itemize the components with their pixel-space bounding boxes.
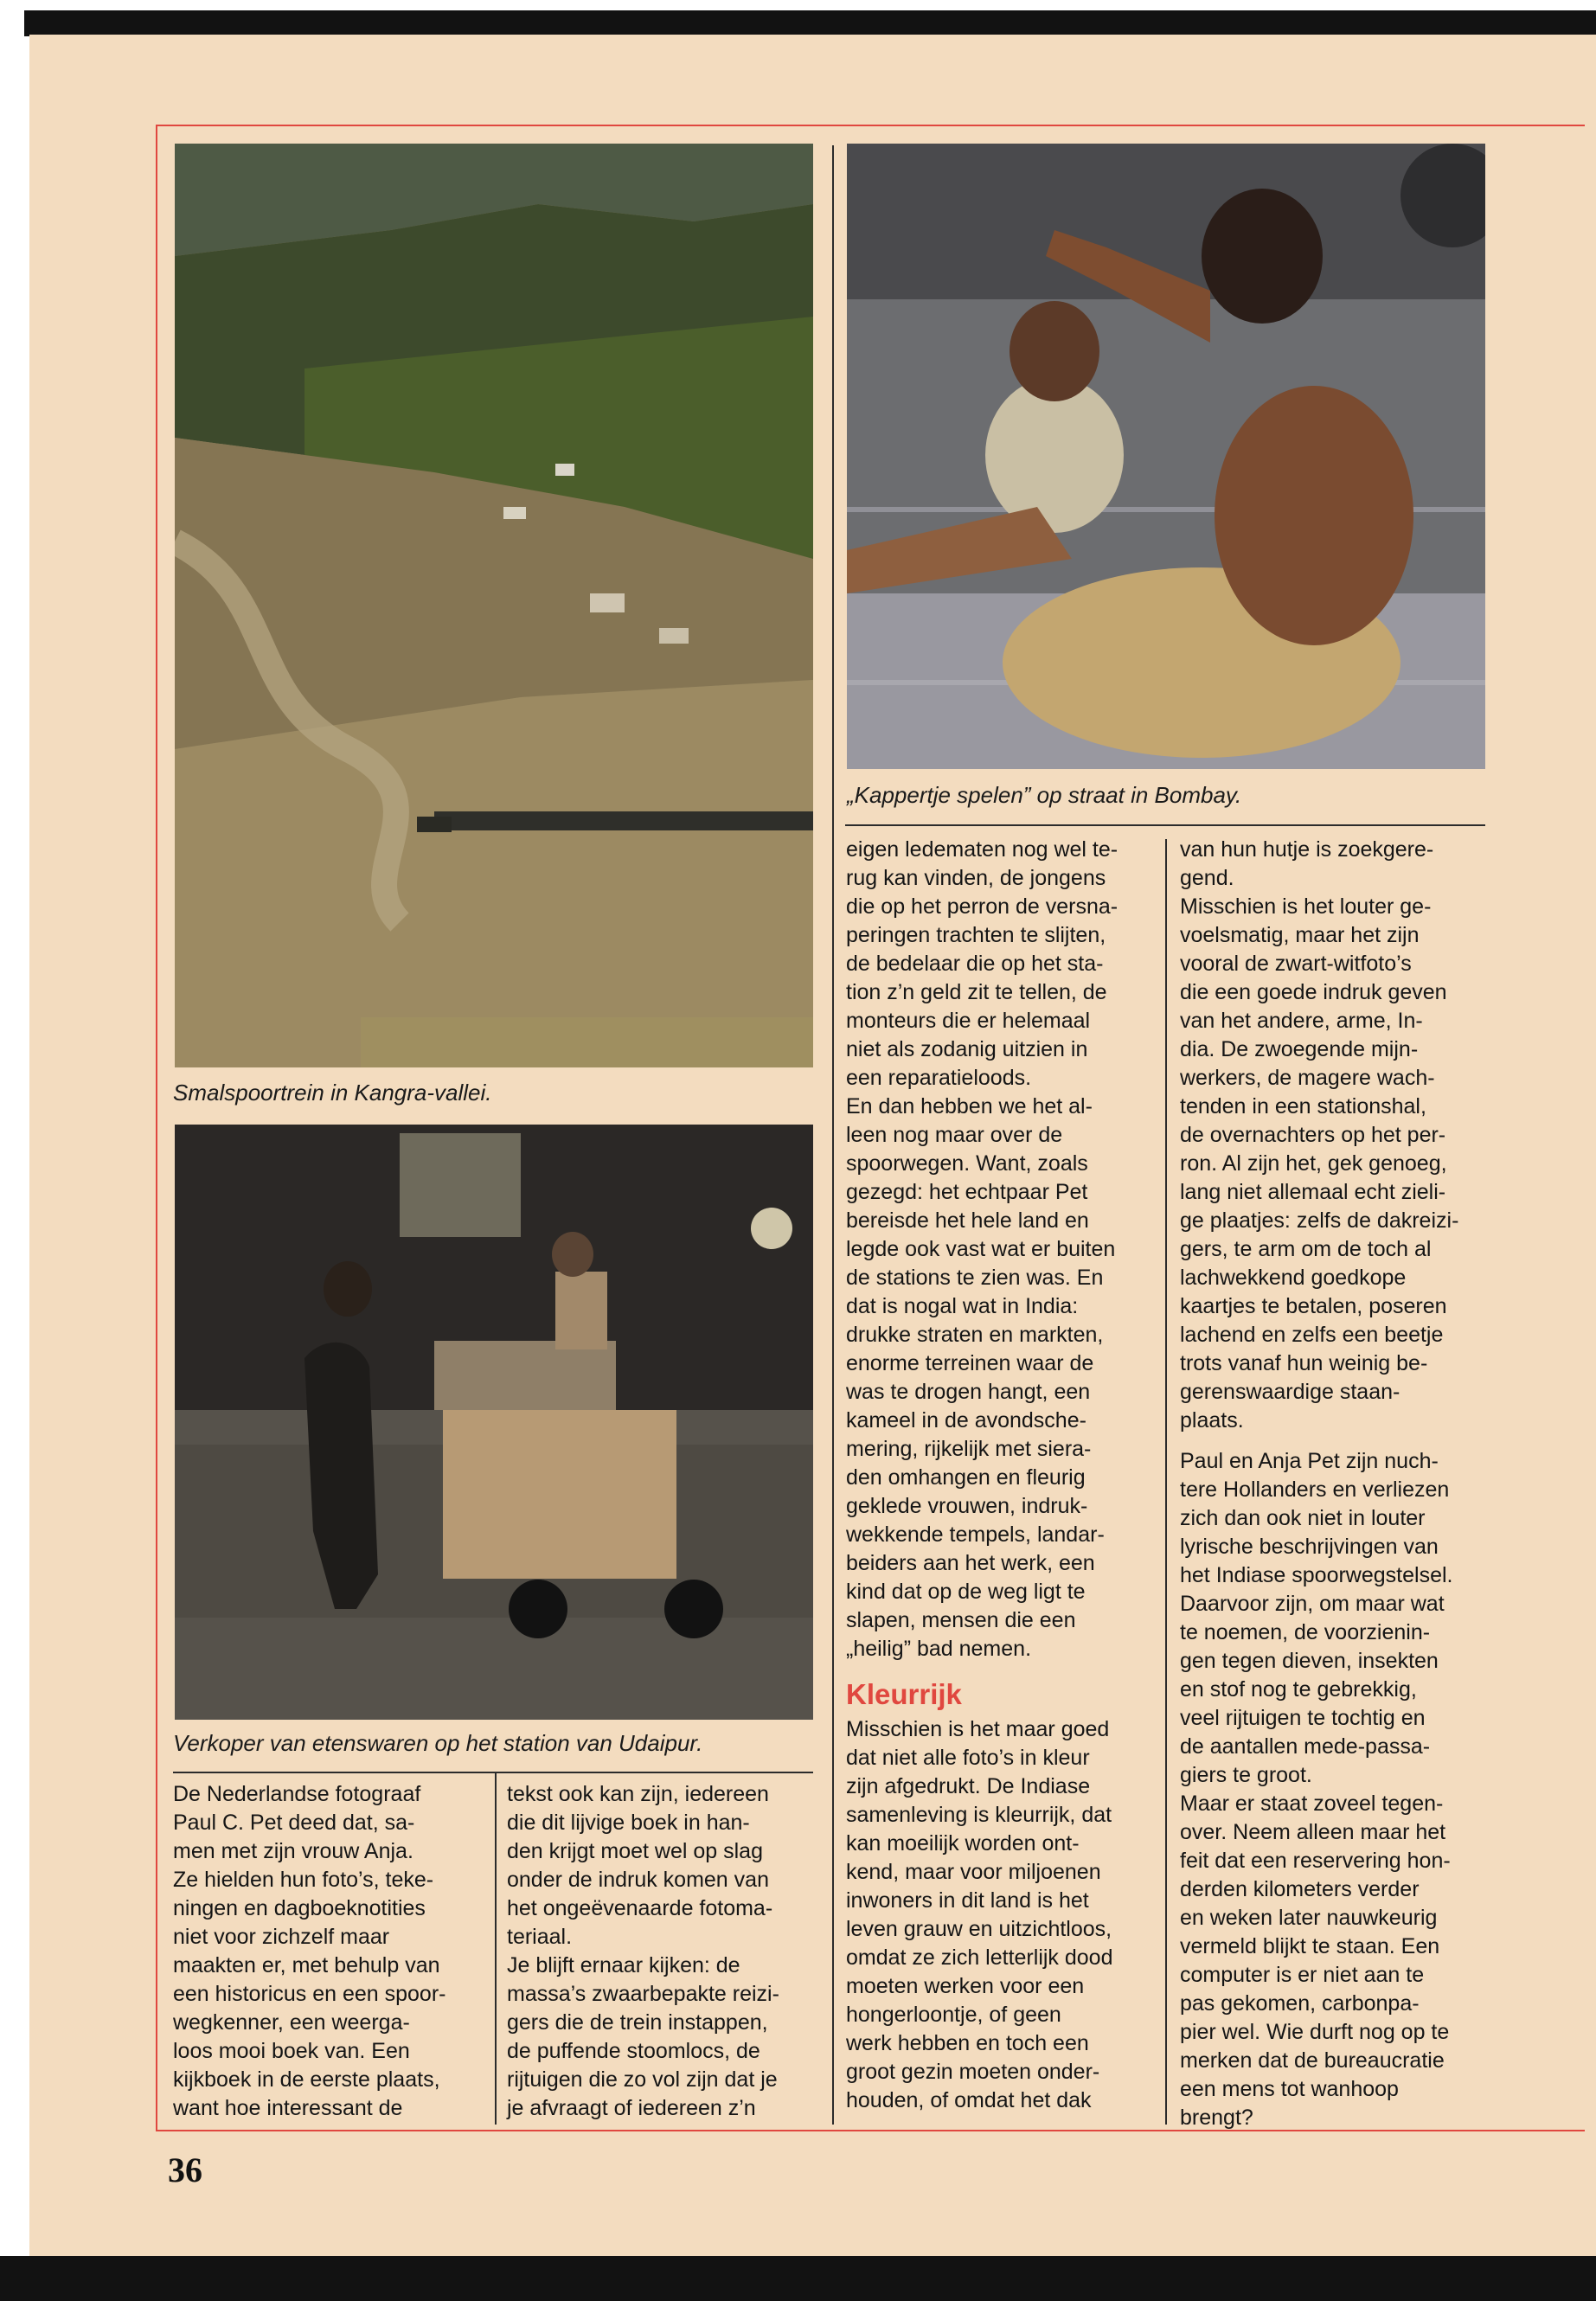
text-column-2 xyxy=(507,1780,827,2123)
frame-rule-top xyxy=(156,125,1585,126)
column-separator xyxy=(495,1773,497,2125)
text-line: plaats. xyxy=(1180,1408,1244,1433)
text-line: kend, maar voor miljoenen xyxy=(846,1860,1101,1884)
photo-kangra-valley xyxy=(175,144,813,1067)
text-line: Paul C. Pet deed dat, sa- xyxy=(173,1811,415,1835)
text-line: giers te groot. xyxy=(1180,1763,1312,1787)
text-line: Ze hielden hun foto’s, teke- xyxy=(173,1868,434,1892)
text-line: loos mooi boek van. Een xyxy=(173,2039,410,2063)
text-line: Maar er staat zoveel tegen- xyxy=(1180,1791,1444,1816)
text-line: gers die de trein instappen, xyxy=(507,2010,768,2035)
text-line: het ongeëvenaarde fotoma- xyxy=(507,1896,773,1920)
text-line: kameel in de avondsche- xyxy=(846,1408,1086,1433)
kids-illustration xyxy=(847,144,1485,769)
text-line: die een goede indruk geven xyxy=(1180,980,1447,1004)
column-separator xyxy=(1165,839,1167,2125)
text-line: gers, te arm om de toch al xyxy=(1180,1237,1432,1261)
text-line: gen tegen dieven, insekten xyxy=(1180,1649,1439,1673)
text-line: leen nog maar over de xyxy=(846,1123,1063,1147)
text-line: tion z’n geld zit te tellen, de xyxy=(846,980,1107,1004)
text-line: ningen en dagboeknotities xyxy=(173,1896,426,1920)
text-line: houden, of omdat het dak xyxy=(846,2088,1092,2112)
text-line: niet als zodanig uitzien in xyxy=(846,1037,1088,1061)
text-line: werkers, de magere wach- xyxy=(1180,1066,1435,1090)
column-separator xyxy=(832,145,834,2125)
text-line: Je blijft ernaar kijken: de xyxy=(507,1953,740,1977)
text-line: pier wel. Wie durft nog op te xyxy=(1180,2020,1450,2044)
text-line: niet voor zichzelf maar xyxy=(173,1925,390,1949)
text-line: kijkboek in de eerste plaats, xyxy=(173,2067,440,2092)
text-line: je afvraagt of iedereen z’n xyxy=(507,2096,756,2120)
caption-rule xyxy=(173,1772,813,1773)
text-line: tere Hollanders en verliezen xyxy=(1180,1477,1450,1502)
text-line: moeten werken voor een xyxy=(846,1974,1085,1998)
text-line: onder de indruk komen van xyxy=(507,1868,769,1892)
text-line: lang niet allemaal echt zieli- xyxy=(1180,1180,1446,1204)
text-line: Paul en Anja Pet zijn nuch- xyxy=(1180,1449,1439,1473)
photo-kids-bombay xyxy=(847,144,1485,769)
text-line: tenden in een stationshal, xyxy=(1180,1094,1426,1118)
text-line: die dit lijvige boek in han- xyxy=(507,1811,750,1835)
text-line: ge plaatjes: zelfs de dakreizi- xyxy=(1180,1208,1459,1233)
text-line: vooral de zwart-witfoto’s xyxy=(1180,952,1412,976)
text-line: monteurs die er helemaal xyxy=(846,1009,1091,1033)
text-line: trots vanaf hun weinig be- xyxy=(1180,1351,1428,1375)
text-line: En dan hebben we het al- xyxy=(846,1094,1093,1118)
text-line: een historicus en een spoor- xyxy=(173,1982,446,2006)
text-line: kind dat op de weg ligt te xyxy=(846,1580,1086,1604)
caption-train-photo: Smalspoortrein in Kangra-vallei. xyxy=(173,1080,492,1106)
text-line: teriaal. xyxy=(507,1925,573,1949)
photo-vendor-udaipur xyxy=(175,1125,813,1720)
text-line: geklede vrouwen, indruk- xyxy=(846,1494,1088,1518)
section-heading: Kleurrijk xyxy=(846,1678,962,1710)
text-line: feit dat een reservering hon- xyxy=(1180,1849,1451,1873)
text-line: „heilig” bad nemen. xyxy=(846,1637,1032,1661)
text-line: en weken later nauwkeurig xyxy=(1180,1906,1438,1930)
text-line: maakten er, met behulp van xyxy=(173,1953,440,1977)
text-line: den krijgt moet wel op slag xyxy=(507,1839,763,1863)
text-line: zijn afgedrukt. De Indiase xyxy=(846,1774,1091,1798)
text-line: dat niet alle foto’s in kleur xyxy=(846,1746,1090,1770)
text-line: de stations te zien was. En xyxy=(846,1266,1104,1290)
text-line: peringen trachten te slijten, xyxy=(846,923,1106,947)
text-line: vermeld blijkt te staan. Een xyxy=(1180,1934,1440,1958)
text-line: het Indiase spoorwegstelsel. xyxy=(1180,1563,1453,1587)
scan-bottom-edge xyxy=(0,2256,1596,2301)
text-line: gezegd: het echtpaar Pet xyxy=(846,1180,1088,1204)
text-line: van het andere, arme, In- xyxy=(1180,1009,1423,1033)
caption-kids-photo: „Kappertje spelen” op straat in Bombay. xyxy=(847,782,1242,808)
text-line: De Nederlandse fotograaf xyxy=(173,1782,421,1806)
page-number: 36 xyxy=(168,2150,202,2189)
text-line: computer is er niet aan te xyxy=(1180,1963,1425,1987)
caption-rule xyxy=(845,824,1485,826)
text-line: zich dan ook niet in louter xyxy=(1180,1506,1426,1530)
text-line: pas gekomen, carbonpa- xyxy=(1180,1991,1420,2016)
text-line: omdat ze zich letterlijk dood xyxy=(846,1945,1113,1970)
text-line: gend. xyxy=(1180,866,1234,890)
text-line: rijtuigen die zo vol zijn dat je xyxy=(507,2067,778,2092)
vendor-illustration xyxy=(175,1125,813,1720)
text-line: rug kan vinden, de jongens xyxy=(846,866,1106,890)
text-line: eigen ledematen nog wel te- xyxy=(846,837,1118,862)
text-column-4 xyxy=(1180,836,1500,2132)
text-line: lyrische beschrijvingen van xyxy=(1180,1535,1439,1559)
text-line: dia. De zwoegende mijn- xyxy=(1180,1037,1419,1061)
text-line: de puffende stoomlocs, de xyxy=(507,2039,760,2063)
text-line: legde ook vast wat er buiten xyxy=(846,1237,1116,1261)
text-line: kan moeilijk worden ont- xyxy=(846,1831,1080,1856)
text-line: Daarvoor zijn, om maar wat xyxy=(1180,1592,1445,1616)
text-line: te noemen, de voorzienin- xyxy=(1180,1620,1431,1644)
caption-vendor-photo: Verkoper van etenswaren op het station van Udaipur. xyxy=(173,1730,703,1756)
text-line: gerenswaardige staan- xyxy=(1180,1380,1401,1404)
text-line: van hun hutje is zoekgere- xyxy=(1180,837,1434,862)
valley-illustration xyxy=(175,144,813,1067)
text-line: Misschien is het louter ge- xyxy=(1180,894,1432,919)
text-line: over. Neem alleen maar het xyxy=(1180,1820,1446,1844)
text-line: leven grauw en uitzichtloos, xyxy=(846,1917,1112,1941)
text-line: de overnachters op het per- xyxy=(1180,1123,1446,1147)
frame-rule-left xyxy=(156,125,157,2131)
text-line: en stof nog te gebrekkig, xyxy=(1180,1677,1417,1702)
text-line: wekkende tempels, landar- xyxy=(846,1522,1105,1547)
text-line: tekst ook kan zijn, iedereen xyxy=(507,1782,769,1806)
text-line: veel rijtuigen te tochtig en xyxy=(1180,1706,1426,1730)
text-line: spoorwegen. Want, zoals xyxy=(846,1151,1088,1176)
text-line: enorme terreinen waar de xyxy=(846,1351,1094,1375)
scan-top-edge xyxy=(24,10,1596,36)
text-line: dat is nogal wat in India: xyxy=(846,1294,1079,1318)
text-line: beiders aan het werk, een xyxy=(846,1551,1095,1575)
text-line: groot gezin moeten onder- xyxy=(846,2060,1100,2084)
text-line: brengt? xyxy=(1180,2106,1253,2130)
text-line: voelsmatig, maar het zijn xyxy=(1180,923,1420,947)
text-line: de bedelaar die op het sta- xyxy=(846,952,1104,976)
text-line: bereisde het hele land en xyxy=(846,1208,1089,1233)
text-column-1 xyxy=(173,1780,484,2123)
text-line: mering, rijkelijk met siera- xyxy=(846,1437,1092,1461)
text-line: kaartjes te betalen, poseren xyxy=(1180,1294,1447,1318)
text-line: massa’s zwaarbepakte reizi- xyxy=(507,1982,779,2006)
text-column-3 xyxy=(846,836,1157,2115)
text-line: men met zijn vrouw Anja. xyxy=(173,1839,413,1863)
text-line: drukke straten en markten, xyxy=(846,1323,1104,1347)
text-line: lachwekkend goedkope xyxy=(1180,1266,1407,1290)
text-line: was te drogen hangt, een xyxy=(846,1380,1091,1404)
text-line: werk hebben en toch een xyxy=(846,2031,1089,2055)
text-line: een mens tot wanhoop xyxy=(1180,2077,1399,2101)
text-line: Misschien is het maar goed xyxy=(846,1717,1110,1741)
text-line: merken dat de bureaucratie xyxy=(1180,2048,1445,2073)
text-line: ron. Al zijn het, gek genoeg, xyxy=(1180,1151,1447,1176)
text-line: samenleving is kleurrijk, dat xyxy=(846,1803,1112,1827)
text-line: derden kilometers verder xyxy=(1180,1877,1420,1901)
text-line: inwoners in dit land is het xyxy=(846,1888,1089,1913)
text-line: want hoe interessant de xyxy=(173,2096,403,2120)
text-line: die op het perron de versna- xyxy=(846,894,1118,919)
text-line: hongerloontje, of geen xyxy=(846,2003,1061,2027)
text-line: de aantallen mede-passa- xyxy=(1180,1734,1431,1759)
text-line: wegkenner, een weerga- xyxy=(173,2010,410,2035)
text-line: een reparatieloods. xyxy=(846,1066,1032,1090)
text-line: lachend en zelfs een beetje xyxy=(1180,1323,1444,1347)
text-line: den omhangen en fleurig xyxy=(846,1465,1086,1490)
text-line: slapen, mensen die een xyxy=(846,1608,1076,1632)
